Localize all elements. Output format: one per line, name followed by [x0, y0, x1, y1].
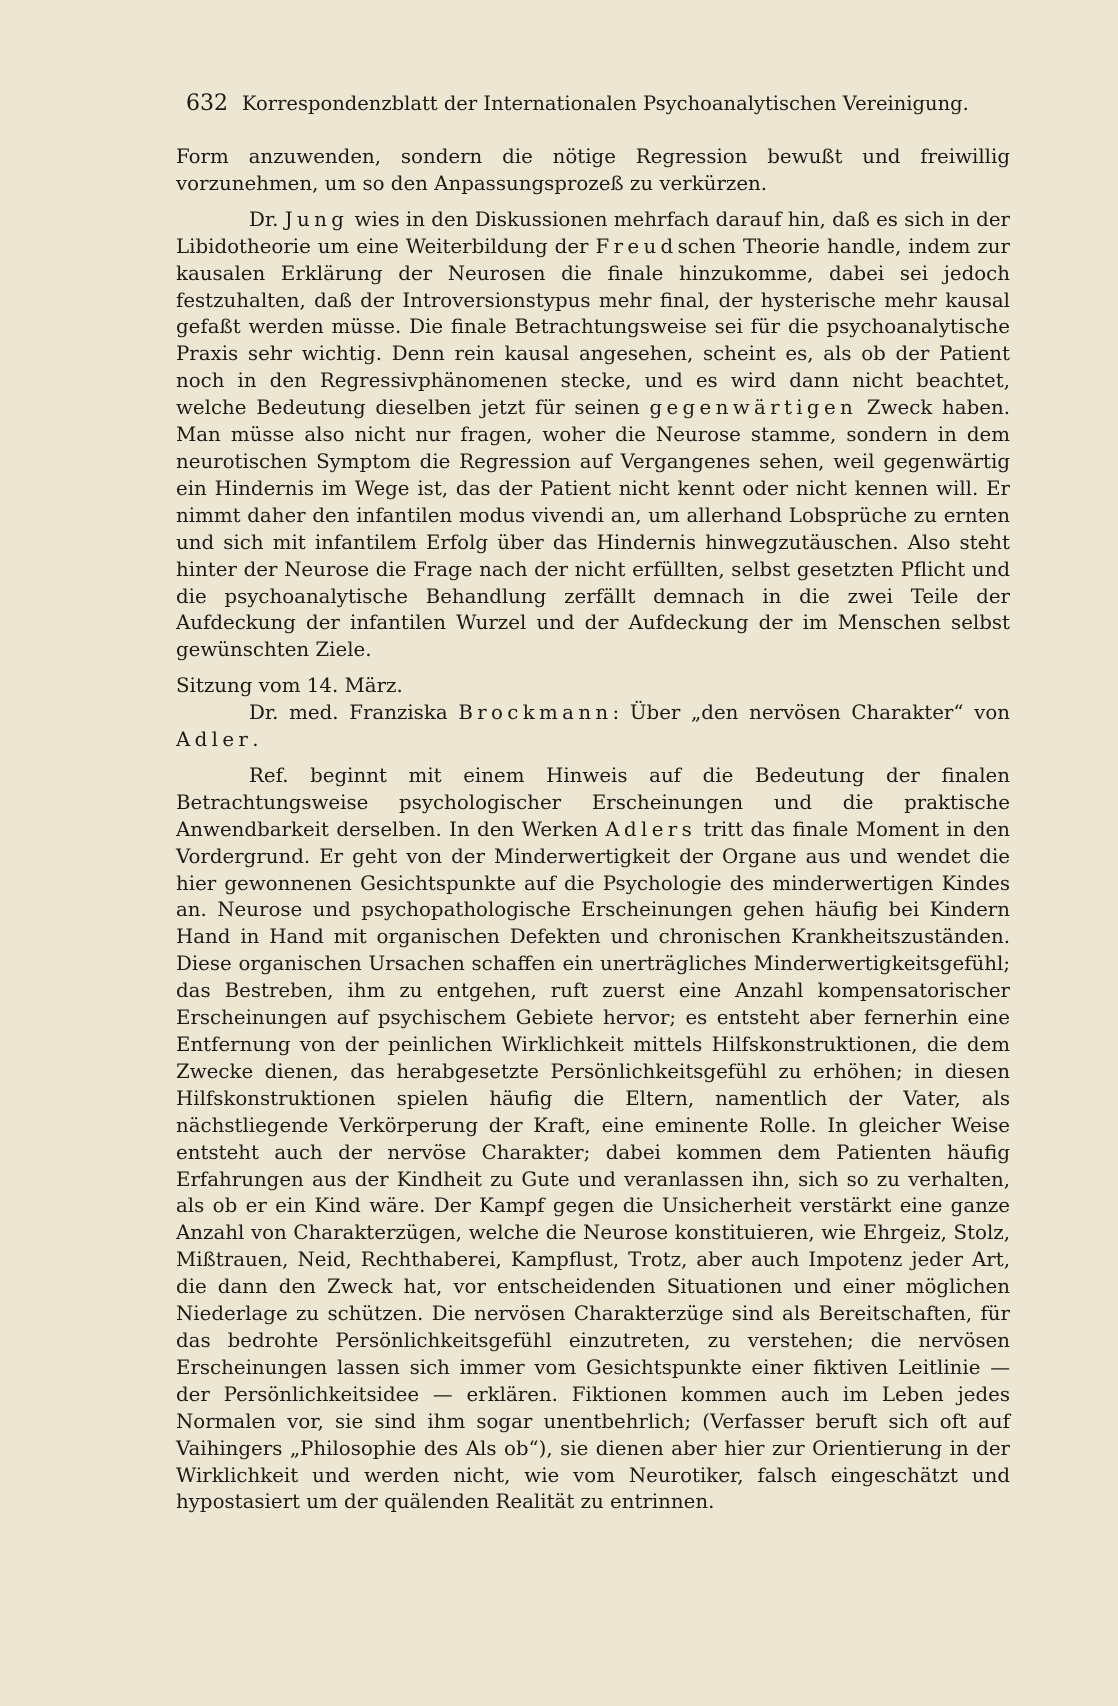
text-run: Dr. med. Franziska [249, 701, 459, 725]
text-run: : Über „den nervösen Charakter“ von [612, 701, 1011, 725]
emphasis-gegenwaertigen: gegenwärtigen [649, 396, 858, 420]
text-run: schen Theorie handle, indem zur kausalen Erklärung der Neurosen die finale hinzukomme, dabei sei jedoch festzuhalten, daß der Introversionstypus mehr final, der hysterische mehr kausal gefaßt werden müsse. Die finale Betrachtungsweise sei für die psychoanalytische Praxis sehr wichtig. Denn rein kausal angesehen, scheint es, als ob der Patient noch in den Regressivphänomenen stecke, und es wird dann nicht beachtet, welche Bedeutung dieselben jetzt für seinen [176, 234, 1010, 420]
page-number: 632 [186, 91, 228, 116]
text-run: Dr. [249, 207, 285, 231]
paragraph-report [176, 763, 1010, 1516]
running-header [186, 90, 969, 118]
text-run: wies in den Diskussionen mehrfach darauf hin, daß es sich in der Libidotheorie um eine Weiterbildung der [176, 207, 1010, 258]
session-heading: Sitzung vom 14. März. [176, 674, 403, 698]
name-brockmann: Brockmann [458, 701, 613, 725]
paragraph-jung [176, 207, 1010, 664]
lecture-title [176, 700, 1010, 754]
text-run: Ref. beginnt mit einem Hinweis auf die Bedeutung der finalen Betrachtungsweise psychologischer Erscheinungen und die praktische Anwendbarkeit derselben. In den Werken [176, 763, 1010, 841]
text-run: Zweck haben. Man müsse also nicht nur fragen, woher die Neurose stamme, sondern in dem neurotischen Symptom die Regression auf Vergangenes sehen, weil gegenwärtig ein Hindernis im Wege ist, das der Patient nicht kennt oder nicht kennen will. Er nimmt daher den infantilen modus vivendi an, um allerhand Lobsprüche zu ernten und sich mit infantilem Erfolg über das Hindernis hinwegzutäuschen. Also steht hinter der Neurose die Frage nach der nicht erfüllten, selbst gesetzten Pflicht und die psychoanalytische Behandlung zerfällt demnach in die zwei Teile der Aufdeckung der infantilen Wurzel und der Aufdeckung der im Menschen selbst gewünschten Ziele. [176, 396, 1010, 662]
paragraph-continued: Form anzuwenden, sondern die nötige Regression bewußt und freiwillig vorzunehmen, um so den Anpassungsprozeß zu verkürzen. [176, 145, 1010, 195]
name-jung: Jung [284, 207, 349, 231]
name-freud: Freud [595, 234, 678, 258]
text-run: . [252, 728, 259, 752]
text-run: tritt das finale Moment in den Vordergrund. Er geht von der Minderwertigkeit der Organe aus und wendet die hier gewonnenen Gesichtspunkte auf die Psychologie des minderwertigen Kindes an. Neurose und psychopathologische Erscheinungen gehen häufig bei Kindern Hand in Hand mit organischen Defekten und chronischen Krankheitszuständen. Diese organischen Ursachen schaffen ein unerträgliches Minderwertigkeitsgefühl; das Bestreben, ihm zu entgehen, ruft zuerst eine Anzahl kompensatorischer Erscheinungen auf psychischem Gebiete hervor; es entsteht aber fernerhin eine Entfernung von der peinlichen Wirklichkeit mittels Hilfskonstruktionen, die dem Zwecke dienen, das herabgesetzte Persönlichkeitsgefühl zu erhöhen; in diesen Hilfskonstruktionen spielen häufig die Eltern, namentlich der Vater, als nächstliegende Verkörperung der Kraft, eine eminente Rolle. In gleicher Weise entsteht auch der nervöse Charakter; dabei kommen dem Patienten häufig Erfahrungen aus der Kindheit zu Gute und veranlassen ihn, sich so zu verhalten, als ob er ein Kind wäre. Der Kampf gegen die Unsicherheit verstärkt eine ganze Anzahl von Charakterzügen, welche die Neurose konstituieren, wie Ehrgeiz, Stolz, Mißtrauen, Neid, Rechthaberei, Kampflust, Trotz, aber auch Impotenz jeder Art, die dann den Zweck hat, vor entscheidenden Situationen und einer möglichen Niederlage zu schützen. Die nervösen Charakterzüge sind als Bereitschaften, für das bedrohte Persönlichkeitsgefühl einzutreten, zu verstehen; die nervösen Erscheinungen lassen sich immer vom Gesichtspunkte einer fiktiven Leitlinie — der Persönlichkeitsidee — erklären. Fiktionen kommen auch im Leben jedes Normalen vor, sie sind ihm sogar unentbehrlich; (Verfasser beruft sich oft auf Vaihingers „Philosophie des Als ob“), sie dienen aber hier zur Orientierung in der Wirklichkeit und werden nicht, wie vom Neurotiker, falsch eingeschätzt und hypostasiert um der quälenden Realität zu entrinnen. [176, 817, 1011, 1514]
running-title: Korrespondenzblatt der Internationalen Psychoanalytischen Vereinigung. [242, 92, 969, 115]
name-adler: Adler [176, 728, 253, 752]
name-adlers: Adlers [605, 817, 697, 841]
article-body [176, 144, 1010, 1516]
